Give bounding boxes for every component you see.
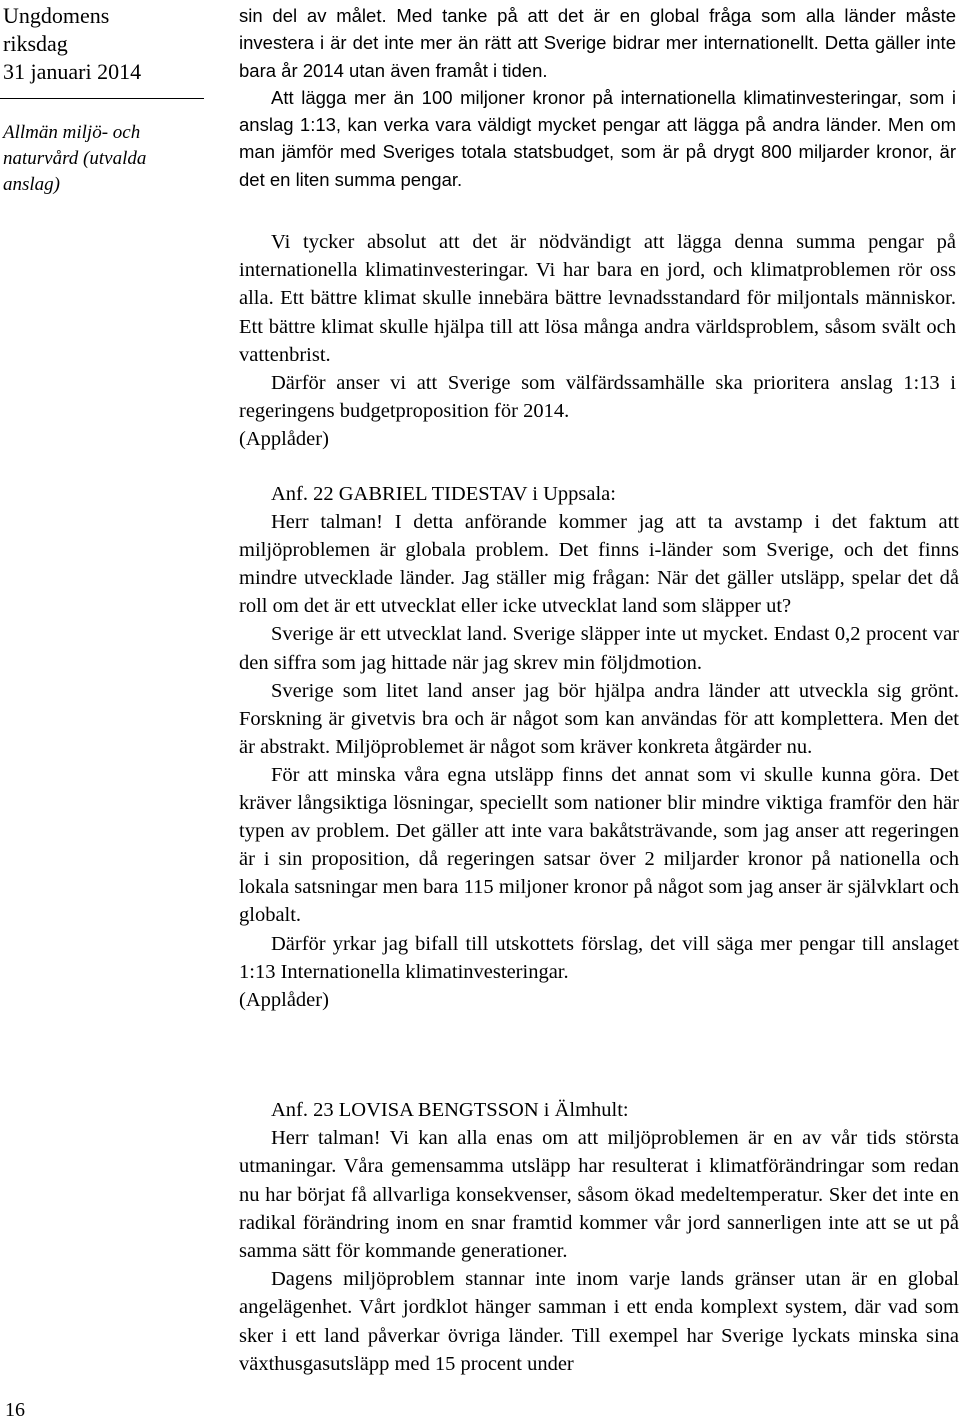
paragraph: Dagens miljöproblem stannar inte inom varje lands gränser utan är en global angelägenhet. Vårt jordklot hänger samman i ett enda komplext system, där vad som sker i ett land påverkar övriga länder. Till exempel har Sverige lyckats minska sina växthusgasutsläpp med 15 procent under — [239, 1268, 959, 1375]
paragraph: Sverige är ett utvecklat land. Sverige släpper inte ut mycket. Endast 0,2 procent var den siffra som jag hittade när jag skrev min följdmotion. — [239, 623, 959, 674]
publication-title-line: riksdag — [3, 31, 68, 56]
section-topic-line: anslag) — [3, 174, 60, 195]
paragraph: Sverige som litet land anser jag bör hjälpa andra länder att utveckla sig grönt. Forskning är givetvis bra och är något som kan användas för att komplettera. Men det är abstrakt. Miljöproblemet är något som kräver konkreta åtgärder nu. — [239, 679, 959, 758]
paragraph: Herr talman! Vi kan alla enas om att miljöproblemen är en av vår tids största utmaningar. Våra gemensamma utsläpp har resulterat i klimatförändringar som redan nu har börjat få allvarliga konsekvenser, såsom ökad medeltemperatur. Sker det inte en radikal förändring inom en snar framtid kommer vår jord sannerligen inte att se ut på samma sätt för kommande generationer. — [239, 1127, 959, 1263]
speaker-heading: Anf. 23 LOVISA BENGTSSON i Älmhult: — [271, 1099, 629, 1121]
publication-title — [3, 2, 141, 86]
page-number: 16 — [5, 1399, 25, 1421]
speech-23 — [239, 1096, 959, 1378]
paragraph: Att lägga mer än 100 miljoner kronor på internationella klimatinvesteringar, som i anslag 1:13, kan verka vara väldigt mycket pengar att lägga på andra länder. Men om man jämför med Sveriges totala statsbudget, som är på drygt 800 miljarder kronor, är det en liten summa pengar. — [239, 86, 956, 190]
publication-date: 31 januari 2014 — [3, 59, 142, 84]
section-topic-line: naturvård (utvalda — [3, 148, 147, 169]
applause-note: (Applåder) — [239, 428, 329, 451]
paragraph: Vi tycker absolut att det är nödvändigt att lägga denna summa pengar på internationella klimatinvesteringar. Vi har bara en jord, och klimatproblemen rör oss alla. Ett bättre klimat skulle innebära bättre levnadsstandard för miljontals människor. Ett bättre klimat skulle hjälpa till att lösa många andra världsproblem, såsom svält och vattenbrist. — [239, 231, 956, 366]
section-topic — [3, 120, 193, 198]
margin-sidebar — [0, 0, 205, 1428]
paragraph: Herr talman! I detta anförande kommer jag att ta avstamp i det faktum att miljöproblemen är globala problem. Det finns i-länder som Sverige, och det finns mindre utvecklade länder. Jag ställer mig frågan: När det gäller utsläpp, spelar det då roll om det är ett utvecklat eller icke utvecklat land som släpper ut? — [239, 511, 959, 618]
applause-note: (Applåder) — [239, 988, 329, 1011]
speech-22 — [239, 480, 959, 1014]
publication-title-line: Ungdomens — [3, 3, 110, 28]
section-topic-line: Allmän miljö- och — [3, 122, 141, 143]
paragraph: För att minska våra egna utsläpp finns det annat som vi skulle kunna göra. Det kräver långsiktiga lösningar, speciellt som nationer blir mindre viktiga framför den här typen av problem. Det gäller att inte vara bakåtsträvande, som jag anser att regeringen är i sin proposition, då regeringen satsar över 2 miljarder kronor på nationella och lokala satsningar men bara 115 miljoner kronor på något som jag anser är självklart och globalt. — [239, 763, 959, 927]
header-rule — [0, 98, 204, 99]
paragraph: Därför anser vi att Sverige som välfärdssamhälle ska prioritera anslag 1:13 i regeringens budgetproposition för 2014. — [239, 372, 956, 423]
speaker-heading: Anf. 22 GABRIEL TIDESTAV i Uppsala: — [271, 483, 616, 505]
speech-continuation-serif — [239, 228, 956, 454]
paragraph: Därför yrkar jag bifall till utskottets förslag, det vill säga mer pengar till anslaget 1:13 Internationella klimatinvesteringar. — [239, 932, 959, 983]
paragraph: sin del av målet. Med tanke på att det är en global fråga som alla länder måste investera i är det inte mer än rätt att Sverige bidrar mer internationellt. Detta gäller inte bara år 2014 utan även framåt i tiden. — [239, 5, 956, 81]
speech-continuation-sans — [239, 2, 956, 193]
